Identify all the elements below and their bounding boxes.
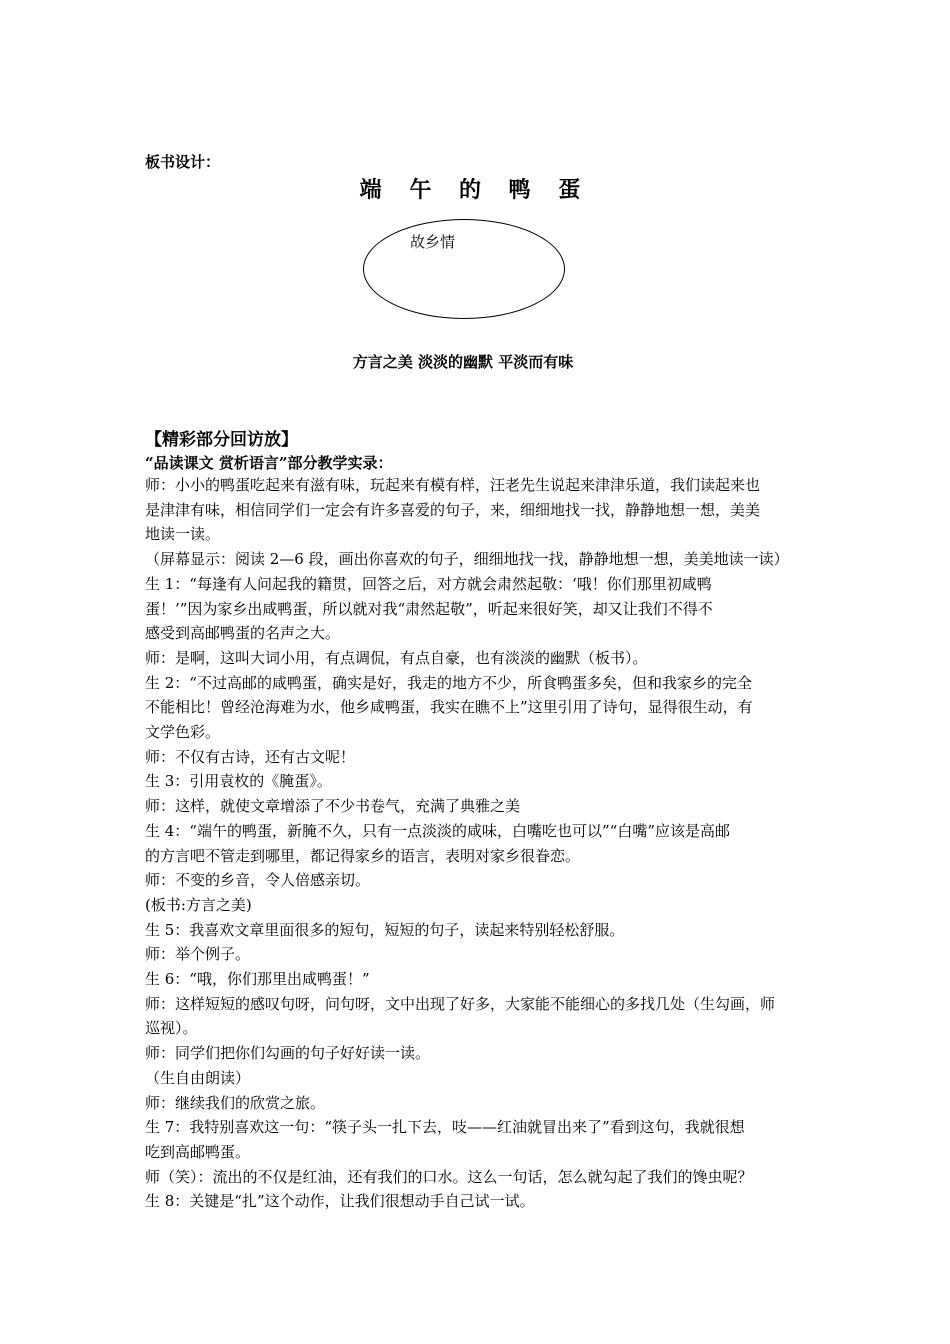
transcript-line: 的方言吧不管走到哪里，都记得家乡的语言，表明对家乡很眷恋。	[145, 846, 581, 865]
ellipse-text: 故乡情	[410, 233, 456, 251]
transcript-body	[145, 473, 810, 1214]
transcript-line: 师：小小的鸭蛋吃起来有滋有味，玩起来有模有样，汪老先生说起来津津乐道，我们读起来也	[145, 476, 761, 494]
transcript-line: （屏幕显示：阅读 2—6 段，画出你喜欢的句子，细细地找一找，静静地想一想，美美地读一读）	[145, 550, 789, 569]
transcript-line: 是津津有味，相信同学们一定会有许多喜爱的句子，来，细细地找一找，静静地想一想，美美	[145, 500, 761, 519]
board-design-label: 板书设计：	[145, 153, 221, 171]
transcript-line: 师：举个例子。	[145, 945, 251, 964]
transcript-line: 不能相比！曾经沧海难为水，他乡咸鸭蛋，我实在瞧不上”这里引用了诗句，显得很生动，有	[145, 698, 753, 717]
transcript-line: 师：这样，就使文章增添了不少书卷气，充满了典雅之美	[145, 797, 521, 816]
transcript-line: 师：是啊，这叫大词小用，有点调侃，有点自豪，也有淡淡的幽默（板书）。	[145, 648, 648, 667]
transcript-line: 生 7：我特别喜欢这一句：“筷子头一扎下去，吱——红油就冒出来了”看到这句，我就很想	[145, 1118, 745, 1137]
transcript-line: 生 4：“端午的鸭蛋，新腌不久，只有一点淡淡的咸味，白嘴吃也可以”“白嘴”应该是高邮	[145, 821, 730, 840]
transcript-line: (板书:方言之美)	[145, 895, 252, 914]
transcript-line: 生 2：“不过高邮的咸鸭蛋，确实是好，我走的地方不少，所食鸭蛋多矣，但和我家乡的完全	[145, 673, 752, 692]
transcript-line: 师：不仅有古诗，还有古文呢！	[145, 747, 356, 766]
transcript-line: （生自由朗读）	[145, 1068, 251, 1087]
transcript-line: 师（笑）：流出的不仅是红油，还有我们的口水。这么一句话，怎么就勾起了我们的馋虫呢？	[145, 1167, 753, 1186]
transcript-line: 地读一读。	[145, 525, 221, 544]
transcript-line: 师：这样短短的感叹句呀，问句呀，文中出现了好多，大家能不能细心的多找几处（生勾画，师	[145, 994, 776, 1013]
board-title: 端 午 的 鸭 蛋	[359, 177, 591, 203]
section-subtitle: “品读课文 赏析语言”部分教学实录：	[145, 454, 393, 472]
transcript-line: 生 5：我喜欢文章里面很多的短句，短短的句子，读起来特别轻松舒服。	[145, 920, 625, 939]
transcript-line: 生 8：关键是“扎”这个动作，让我们很想动手自己试一试。	[145, 1192, 535, 1211]
section-title: 【精彩部分回访放】	[145, 430, 298, 450]
transcript-line: 感受到高邮鸭蛋的名声之大。	[145, 624, 341, 643]
transcript-line: 吃到高邮鸭蛋。	[145, 1142, 251, 1161]
transcript-line: 文学色彩。	[145, 723, 221, 742]
transcript-line: 师：同学们把你们勾画的句子好好读一读。	[145, 1044, 431, 1063]
transcript-line: 师：继续我们的欣赏之旅。	[145, 1093, 326, 1112]
transcript-line: 蛋！’”因为家乡出咸鸭蛋，所以就对我“肃然起敬”，听起来很好笑，却又让我们不得不	[145, 599, 713, 618]
board-summary: 方言之美 淡淡的幽默 平淡而有味	[352, 353, 574, 371]
transcript-line: 生 3：引用袁枚的《腌蛋》。	[145, 772, 332, 791]
transcript-line: 师：不变的乡音，令人倍感亲切。	[145, 871, 371, 890]
transcript-line: 巡视）。	[145, 1019, 198, 1038]
ellipse-diagram	[363, 219, 565, 319]
transcript-line: 生 1：“每逢有人问起我的籍贯，回答之后，对方就会肃然起敬：‘哦！你们那里初咸鸭	[145, 574, 712, 593]
transcript-line: 生 6：“哦，你们那里出咸鸭蛋！”	[145, 970, 370, 989]
